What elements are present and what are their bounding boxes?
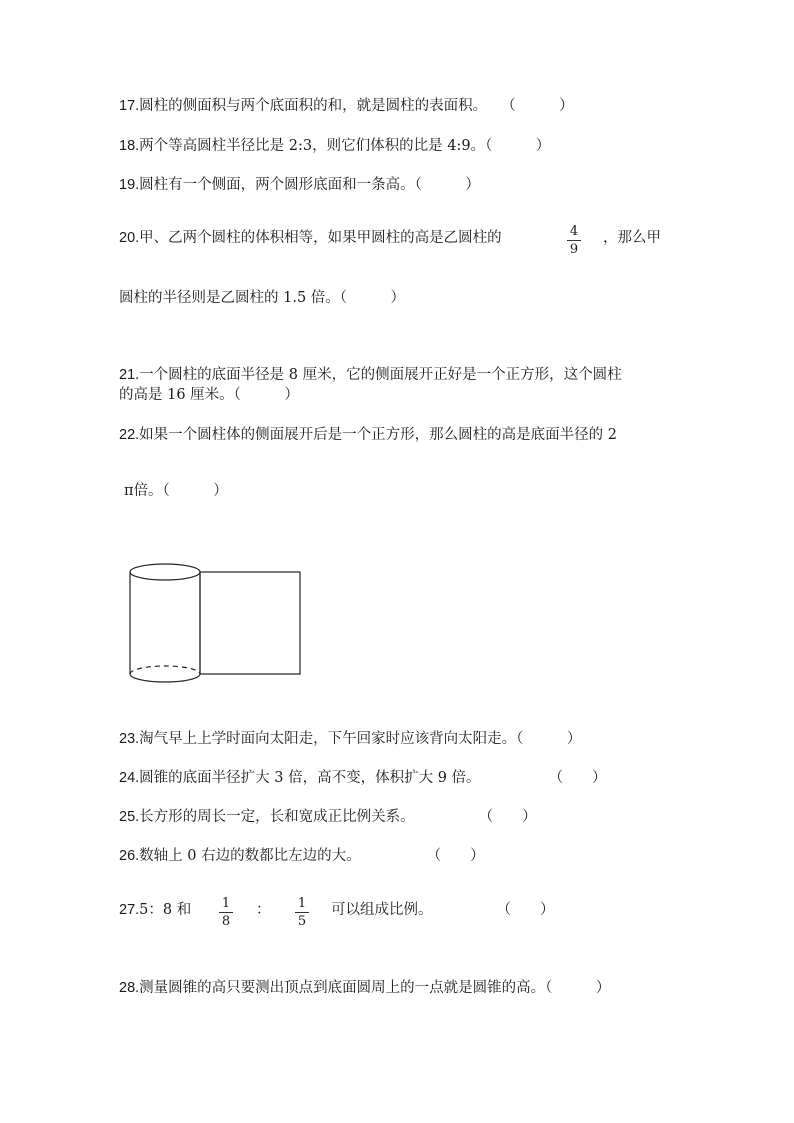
fraction-numerator: 4 [569,224,579,239]
question-text: 甲、乙两个圆柱的体积相等，如果甲圆柱的高是乙圆柱的 [139,230,502,246]
answer-blank[interactable]: （ ） [162,483,228,499]
question-text: 圆锥的底面半径扩大 3 倍，高不变，体积扩大 9 倍。 [139,770,481,786]
ratio-colon [256,900,271,920]
question-27 [119,900,191,920]
colon-symbol: ： [256,902,271,918]
fraction-1-8 [216,896,236,929]
unfolded-lateral-rectangle [200,572,300,674]
question-text: 数轴上 0 右边的数都比左边的大。 [139,848,361,864]
question-number: 23. [119,731,140,747]
answer-blank[interactable]: （ ） [501,98,574,114]
answer-blank[interactable]: （ ） [548,770,607,786]
answer-blank[interactable]: （ ） [426,848,485,864]
fraction-bar [219,912,233,913]
question-text: 圆柱的半径则是乙圆柱的 1.5 倍。 [119,290,340,306]
question-text: 的高是 16 厘米。 [119,387,234,403]
answer-blank[interactable]: （ ） [516,731,582,747]
answer-blank[interactable]: （ ） [339,290,406,306]
question-text: 一个圆柱的底面半径是 8 厘米，它的侧面展开正好是一个正方形，这个圆柱 [139,367,622,383]
question-26 [119,846,485,866]
question-number: 21. [119,367,140,383]
question-text: π倍。 [124,483,163,499]
question-number: 17. [119,98,140,114]
answer-blank[interactable]: （ ） [414,177,480,193]
question-number: 18. [119,138,140,154]
answer-blank[interactable]: （ ） [485,138,551,154]
question-number: 20. [119,230,140,246]
question-17 [119,96,574,116]
fraction-denominator: 8 [221,914,231,929]
fraction-bar [567,240,581,241]
question-22-line-2 [124,481,228,501]
question-text: 圆柱有一个侧面，两个圆形底面和一条高。 [139,177,415,193]
question-text: ，那么甲 [603,230,661,246]
question-number: 28. [119,980,140,996]
cylinder-bottom-front-arc [130,674,200,682]
fraction-1-5 [292,896,312,929]
question-21-line-2 [119,385,299,405]
fraction-bar [295,912,309,913]
fraction-4-9 [564,224,584,257]
question-19 [119,175,480,195]
question-text: 如果一个圆柱体的侧面展开后是一个正方形，那么圆柱的高是底面半径的 2 [139,427,618,443]
question-18 [119,136,550,156]
question-number: 22. [119,427,140,443]
question-22-line-1 [119,425,617,445]
question-text: 可以组成比例。 [331,902,433,918]
question-28 [119,978,610,998]
question-20-continuation [603,228,661,248]
fraction-denominator: 5 [297,914,307,929]
answer-blank[interactable]: （ ） [496,902,555,918]
question-23 [119,729,581,749]
answer-blank[interactable]: （ ） [478,809,537,825]
question-number: 26. [119,848,140,864]
question-text: 淘气早上上学时面向太阳走，下午回家时应该背向太阳走。 [139,731,517,747]
question-25 [119,807,537,827]
question-21-line-1 [119,365,622,385]
cylinder-bottom-back-arc [130,666,200,674]
question-number: 24. [119,770,140,786]
question-text: 圆柱的侧面积与两个底面积的和，就是圆柱的表面积。 [139,98,488,114]
cylinder-unfold-figure [126,562,306,688]
fraction-denominator: 9 [569,242,579,257]
fraction-numerator: 1 [297,896,307,911]
fraction-numerator: 1 [221,896,231,911]
question-20-line-2 [119,288,405,308]
question-27-continuation [331,900,555,920]
question-text: 长方形的周长一定，长和宽成正比例关系。 [139,809,415,825]
question-number: 25. [119,809,140,825]
answer-blank[interactable]: （ ） [233,387,299,403]
question-24 [119,768,607,788]
question-text: 5：8 和 [139,902,192,918]
question-text: 测量圆锥的高只要测出顶点到底面圆周上的一点就是圆锥的高。 [139,980,546,996]
answer-blank[interactable]: （ ） [545,980,611,996]
question-number: 27. [119,902,140,918]
question-number: 19. [119,177,140,193]
question-20-line-1 [119,228,502,248]
cylinder-top-ellipse [130,564,200,580]
question-text: 两个等高圆柱半径比是 2:3，则它们体积的比是 4:9。 [139,138,486,154]
